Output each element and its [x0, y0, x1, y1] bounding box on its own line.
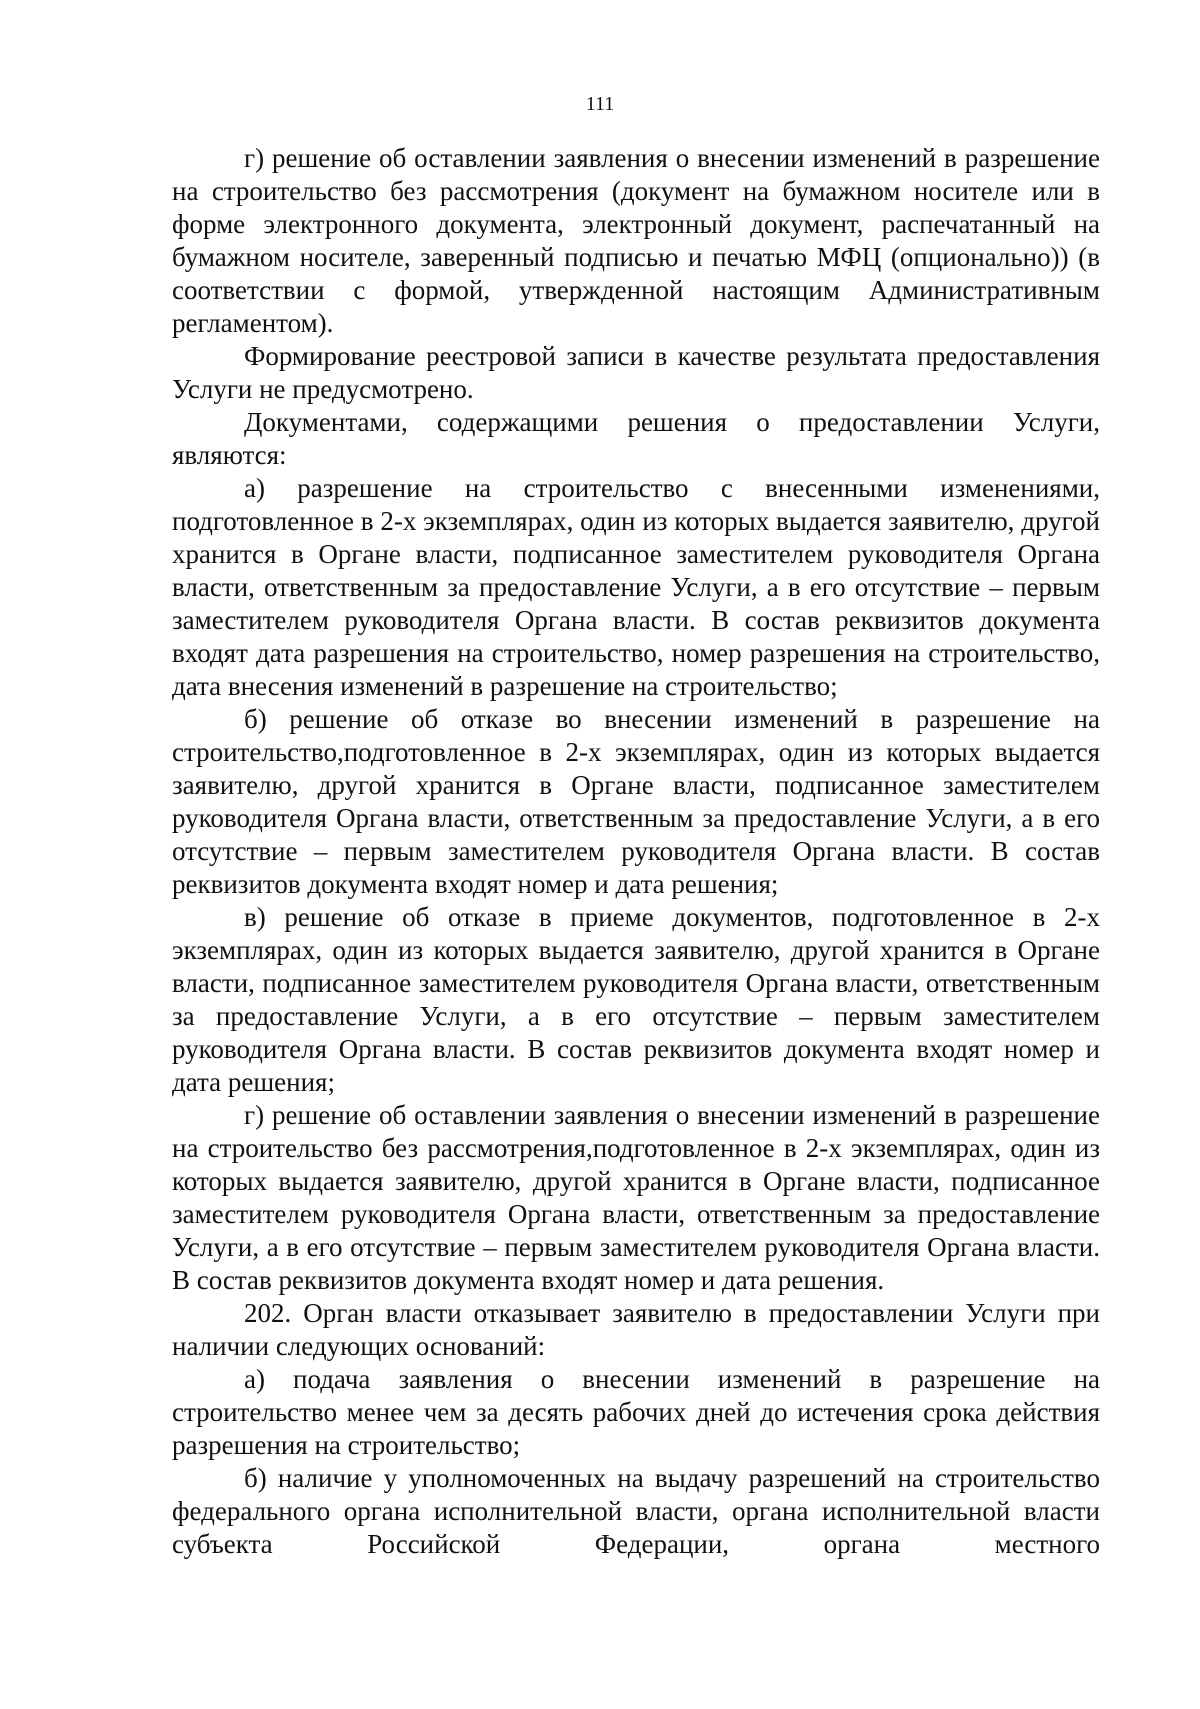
paragraph-g-leave-without-review-format: г) решение об оставлении заявления о внесении изменений в разрешение на строительство без рассмотрения (документ на бумажном носителе или в форме электронного документа, электронный документ, распечатанный на бумажном носителе, заверенный подписью и печатью МФЦ (опционально)) (в соответствии с формой, утвержденной настоящим Административным регламентом).	[172, 143, 1100, 338]
paragraph-b-refusal-amendment: б) решение об отказе во внесении изменений в разрешение на строительство,подготовленное в 2-х экземплярах, один из которых выдается заявителю, другой хранится в Органе власти, подписанное заместителем руководителя Органа власти, ответственным за предоставление Услуги, а в его отсутствие – первым заместителем руководителя Органа власти. В состав реквизитов документа входят номер и дата решения;	[172, 704, 1100, 899]
document-body	[172, 142, 1100, 1561]
paragraph-a-late-application: а) подача заявления о внесении изменений в разрешение на строительство менее чем за десять рабочих дней до истечения срока действия разрешения на строительство;	[172, 1364, 1100, 1460]
paragraph-v-refusal-acceptance: в) решение об отказе в приеме документов, подготовленное в 2-х экземплярах, один из которых выдается заявителю, другой хранится в Органе власти, подписанное заместителем руководителя Органа власти, ответственным за предоставление Услуги, а в его отсутствие – первым заместителем руководителя Органа власти. В состав реквизитов документа входят номер и дата решения;	[172, 902, 1100, 1097]
paragraph-202-refusal-grounds: 202. Орган власти отказывает заявителю в предоставлении Услуги при наличии следующих оснований:	[172, 1298, 1100, 1361]
paragraph-a-amended-permit: а) разрешение на строительство с внесенными изменениями, подготовленное в 2-х экземплярах, один из которых выдается заявителю, другой хранится в Органе власти, подписанное заместителем руководителя Органа власти, ответственным за предоставление Услуги, а в его отсутствие – первым заместителем руководителя Органа власти. В состав реквизитов документа входят дата разрешения на строительство, номер разрешения на строительство, дата внесения изменений в разрешение на строительство;	[172, 473, 1100, 701]
paragraph-registry-record: Формирование реестровой записи в качестве результата предоставления Услуги не предусмотрено.	[172, 341, 1100, 404]
paragraph-decision-documents-intro: Документами, содержащими решения о предоставлении Услуги, являются:	[172, 407, 1100, 470]
page-number: 111	[585, 93, 615, 115]
paragraph-b-authority-information: б) наличие у уполномоченных на выдачу разрешений на строительство федерального органа исполнительной власти, органа исполнительной власти субъекта Российской Федерации, органа местного	[172, 1463, 1100, 1559]
paragraph-g-leave-without-review: г) решение об оставлении заявления о внесении изменений в разрешение на строительство без рассмотрения,подготовленное в 2-х экземплярах, один из которых выдается заявителю, другой хранится в Органе власти, подписанное заместителем руководителя Органа власти, ответственным за предоставление Услуги, а в его отсутствие – первым заместителем руководителя Органа власти. В состав реквизитов документа входят номер и дата решения.	[172, 1100, 1100, 1295]
